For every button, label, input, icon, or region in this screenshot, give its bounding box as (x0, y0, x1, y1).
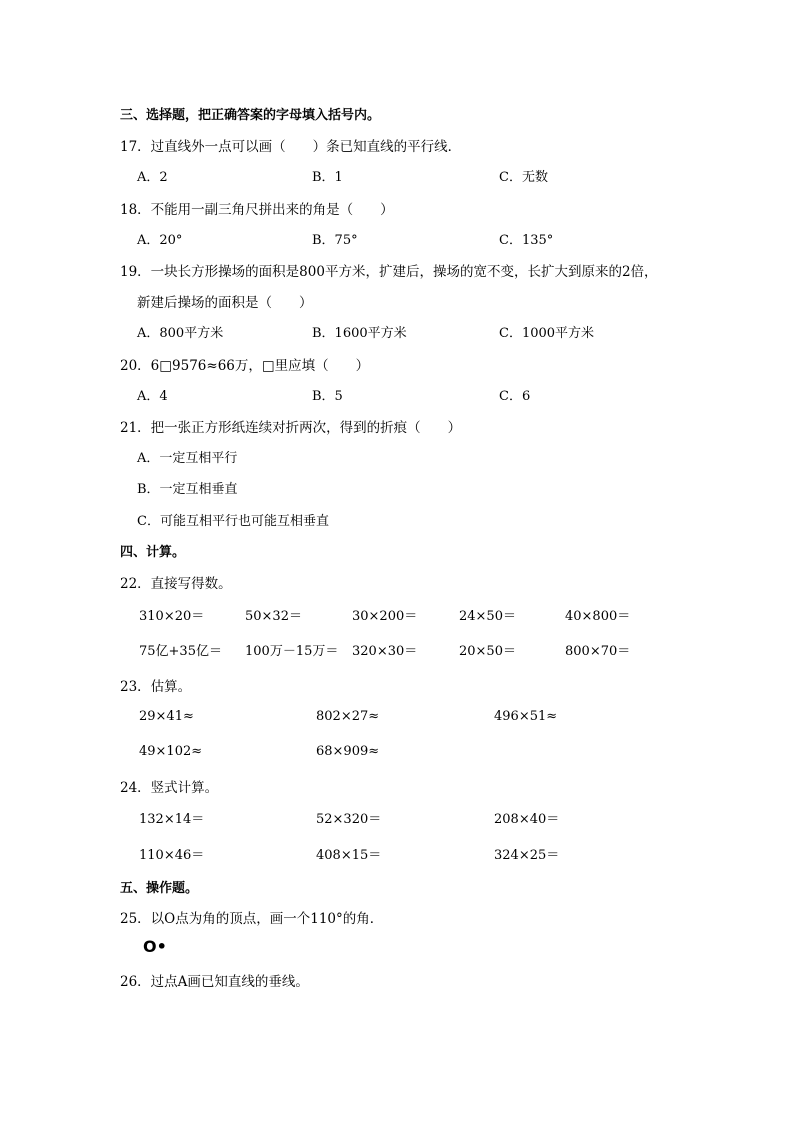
calc-22-1: 310×20＝ (139, 609, 205, 624)
option-21-a: A．一定互相平行 (137, 451, 238, 466)
estimate-23-1: 29×41≈ (139, 709, 194, 724)
question-26: 26．过点A画已知直线的垂线。 (120, 974, 309, 990)
calc-22-6: 75亿+35亿＝ (139, 644, 222, 659)
question-22: 22．直接写得数。 (120, 576, 232, 592)
question-19-continued: 新建后操场的面积是（ ） (137, 295, 313, 311)
calc-22-2: 50×32＝ (245, 609, 302, 624)
vertical-24-2: 52×320＝ (316, 812, 382, 827)
option-19-c: C．1000平方米 (499, 326, 595, 341)
section-4-header: 四、计算。 (120, 545, 186, 560)
vertical-24-1: 132×14＝ (139, 812, 205, 827)
option-17-a: A．2 (137, 170, 168, 185)
question-20: 20．6□9576≈66万，□里应填（ ） (120, 358, 370, 374)
option-19-a: A．800平方米 (137, 326, 224, 341)
point-dot: • (156, 937, 167, 956)
question-24: 24．竖式计算。 (120, 780, 219, 796)
question-19: 19．一块长方形操场的面积是800平方米，扩建后，操场的宽不变，长扩大到原来的2倍， (120, 264, 658, 280)
estimate-23-2: 802×27≈ (316, 709, 380, 724)
option-18-b: B．75° (312, 233, 358, 248)
vertical-24-4: 110×46＝ (139, 848, 205, 863)
question-18: 18．不能用一副三角尺拼出来的角是（ ） (120, 202, 394, 218)
calc-22-4: 24×50＝ (459, 609, 516, 624)
vertical-24-3: 208×40＝ (494, 812, 560, 827)
section-3-header: 三、选择题，把正确答案的字母填入括号内。 (120, 108, 381, 123)
option-17-b: B．1 (312, 170, 343, 185)
option-17-c: C．无数 (499, 170, 548, 185)
point-o (143, 937, 167, 956)
calc-22-8: 320×30＝ (352, 644, 418, 659)
section-5-header: 五、操作题。 (120, 881, 199, 896)
option-21-b: B．一定互相垂直 (137, 482, 238, 497)
question-23: 23．估算。 (120, 679, 192, 695)
calc-22-5: 40×800＝ (565, 609, 631, 624)
calc-22-3: 30×200＝ (352, 609, 418, 624)
option-18-c: C．135° (499, 233, 554, 248)
option-19-b: B．1600平方米 (312, 326, 407, 341)
question-25: 25．以O点为角的顶点，画一个110°的角． (120, 911, 384, 927)
calc-22-9: 20×50＝ (459, 644, 516, 659)
option-18-a: A．20° (137, 233, 183, 248)
calc-22-10: 800×70＝ (565, 644, 631, 659)
option-20-a: A．4 (137, 389, 168, 404)
calc-22-7: 100万－15万＝ (245, 644, 339, 659)
question-21: 21．把一张正方形纸连续对折两次，得到的折痕（ ） (120, 420, 462, 436)
question-17: 17．过直线外一点可以画（ ）条已知直线的平行线． (120, 139, 462, 155)
option-20-c: C．6 (499, 389, 531, 404)
option-21-c: C．可能互相平行也可能互相垂直 (137, 514, 329, 529)
vertical-24-5: 408×15＝ (316, 848, 382, 863)
estimate-23-3: 496×51≈ (494, 709, 558, 724)
point-o-label: O (143, 937, 157, 956)
estimate-23-5: 68×909≈ (316, 744, 380, 759)
vertical-24-6: 324×25＝ (494, 848, 560, 863)
estimate-23-4: 49×102≈ (139, 744, 203, 759)
option-20-b: B．5 (312, 389, 343, 404)
